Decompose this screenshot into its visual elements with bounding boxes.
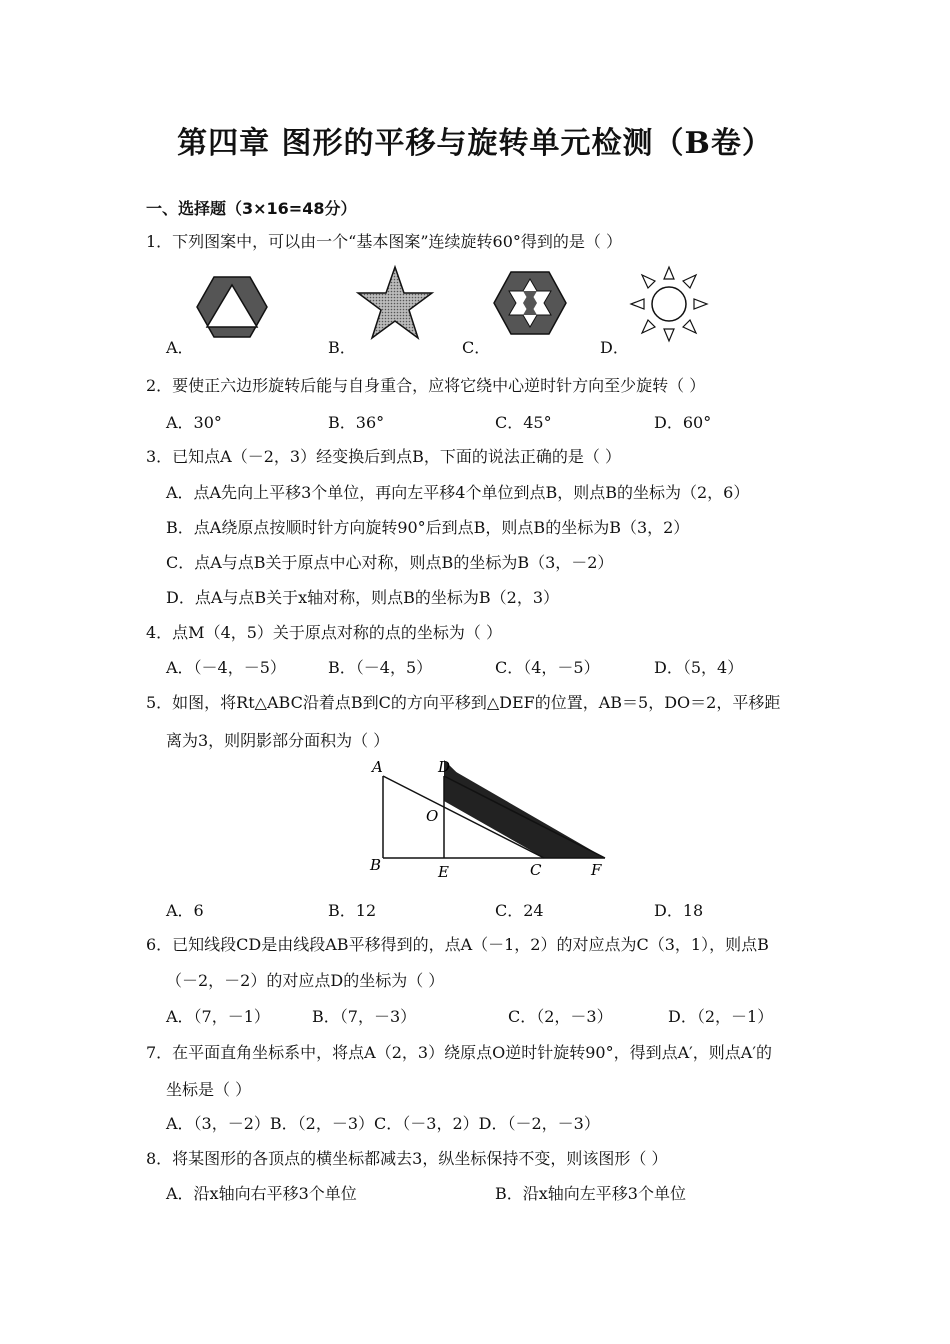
- q3-option-d: D．点A与点B关于x轴对称，则点B的坐标为B（2，3）: [166, 588, 560, 607]
- q6-option-d: D．（2，－1）: [668, 1007, 774, 1026]
- q1-figure-c-hexagon-star: [493, 270, 567, 336]
- q2-option-c: C．45°: [495, 413, 552, 432]
- q5-option-b: B．12: [328, 901, 377, 920]
- q4-option-c: C．（4，－5）: [495, 658, 600, 677]
- page-title: 第四章 图形的平移与旋转单元检测（B卷）: [177, 126, 773, 161]
- q5-option-d: D．18: [654, 901, 704, 920]
- q3-stem: 3．已知点A（－2，3）经变换后到点B，下面的说法正确的是（ ）: [146, 447, 621, 466]
- q5-point-d: D: [438, 758, 451, 776]
- q2-option-b: B．36°: [328, 413, 385, 432]
- section-heading: 一、选择题（3×16=48分）: [146, 199, 357, 218]
- q2-option-a: A．30°: [166, 413, 222, 432]
- q6-option-c: C．（2，－3）: [508, 1007, 613, 1026]
- q1-figure-b-star: [357, 266, 433, 340]
- q5-stem-line1: 5．如图，将Rt△ABC沿着点B到C的方向平移到△DEF的位置，AB＝5，DO＝2，平移距: [146, 693, 781, 712]
- q8-stem: 8．将某图形的各顶点的横坐标都减去3，纵坐标保持不变，则该图形（ ）: [146, 1149, 668, 1168]
- q3-option-a: A．点A先向上平移3个单位，再向左平移4个单位到点B，则点B的坐标为（2，6）: [166, 483, 750, 502]
- q1-label-c: C．: [462, 338, 491, 357]
- q5-triangle-figure: [360, 755, 620, 885]
- q5-point-b: B: [370, 856, 382, 874]
- q6-stem-line1: 6．已知线段CD是由线段AB平移得到的，点A（－1，2）的对应点为C（3，1），则点B: [146, 935, 769, 954]
- q5-option-c: C．24: [495, 901, 544, 920]
- q7-stem-line1: 7．在平面直角坐标系中，将点A（2，3）绕原点O逆时针旋转90°，得到点A′，则点A′的: [146, 1043, 772, 1062]
- q1-figure-a-hexagon-triangle: [196, 275, 268, 339]
- q1-stem: 1．下列图案中，可以由一个“基本图案”连续旋转60°得到的是（ ）: [146, 232, 622, 251]
- q4-option-b: B．（－4，5）: [328, 658, 433, 677]
- q8-option-a: A．沿x轴向右平移3个单位: [166, 1184, 357, 1203]
- q5-stem-line2: 离为3，则阴影部分面积为（ ）: [166, 731, 390, 750]
- q3-option-b: B．点A绕原点按顺时针方向旋转90°后到点B，则点B的坐标为B（3，2）: [166, 518, 690, 537]
- q2-option-d: D．60°: [654, 413, 712, 432]
- q1-figure-d-sun: [628, 264, 710, 344]
- q5-point-a: A: [372, 758, 383, 776]
- q7-options: A．（3，－2）B．（2，－3）C．（－3，2）D．（－2，－3）: [166, 1114, 600, 1133]
- q6-stem-line2: （－2，－2）的对应点D的坐标为（ ）: [166, 971, 445, 990]
- q5-point-e: E: [438, 863, 449, 881]
- q2-stem: 2．要使正六边形旋转后能与自身重合，应将它绕中心逆时针方向至少旋转（ ）: [146, 376, 706, 395]
- q5-point-f: F: [591, 861, 602, 879]
- q5-option-a: A．6: [166, 901, 204, 920]
- q4-option-d: D．（5，4）: [654, 658, 744, 677]
- q6-option-b: B．（7，－3）: [312, 1007, 417, 1026]
- q1-label-b: B．: [328, 338, 356, 357]
- q3-option-c: C．点A与点B关于原点中心对称，则点B的坐标为B（3，－2）: [166, 553, 614, 572]
- q1-label-a: A．: [166, 338, 194, 357]
- q5-point-c: C: [530, 861, 542, 879]
- q6-option-a: A．（7，－1）: [166, 1007, 270, 1026]
- q8-option-b: B．沿x轴向左平移3个单位: [495, 1184, 686, 1203]
- q4-stem: 4．点M（4，5）关于原点对称的点的坐标为（ ）: [146, 623, 503, 642]
- q4-option-a: A．（－4，－5）: [166, 658, 286, 677]
- q7-stem-line2: 坐标是（ ）: [166, 1080, 252, 1099]
- q1-label-d: D．: [600, 338, 629, 357]
- q5-point-o: O: [426, 807, 439, 825]
